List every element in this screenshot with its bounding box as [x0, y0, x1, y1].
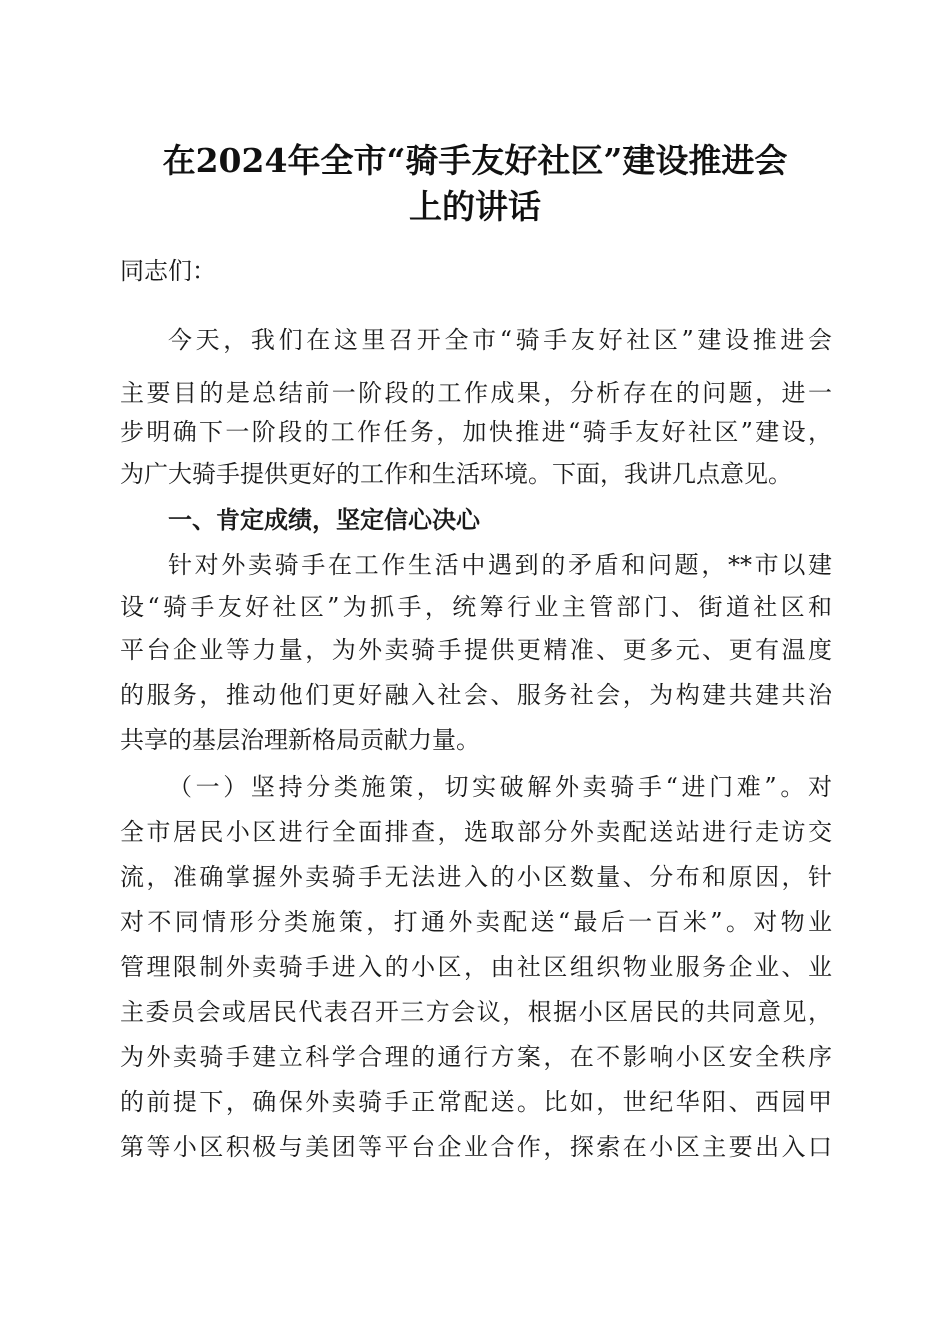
paragraph-line: 平台企业等力量，为外卖骑手提供更精准、更多元、更有温度: [120, 636, 832, 664]
paragraph-line: 流，准确掌握外卖骑手无法进入的小区数量、分布和原因，针: [120, 863, 832, 891]
paragraph-line: 为广大骑手提供更好的工作和生活环境。下面，我讲几点意见。: [120, 460, 792, 488]
document-title-line-2: 上的讲话: [409, 187, 541, 226]
paragraph-line: 为外卖骑手建立科学合理的通行方案，在不影响小区安全秩序: [120, 1043, 832, 1071]
document-title-line-1: 在2024年全市“骑手友好社区”建设推进会: [162, 141, 788, 180]
paragraph-line: 对不同情形分类施策，打通外卖配送“最后一百米”。对物业: [120, 908, 832, 936]
paragraph-line: 主委员会或居民代表召开三方会议，根据小区居民的共同意见，: [120, 998, 832, 1026]
paragraph-line: 第等小区积极与美团等平台企业合作，探索在小区主要出入口: [120, 1133, 832, 1161]
paragraph-line: 主要目的是总结前一阶段的工作成果，分析存在的问题，进一: [120, 379, 832, 407]
paragraph-line: 共享的基层治理新格局贡献力量。: [120, 726, 480, 754]
paragraph-line: 管理限制外卖骑手进入的小区，由社区组织物业服务企业、业: [120, 953, 832, 981]
salutation: 同志们：: [120, 257, 216, 285]
paragraph-line: 全市居民小区进行全面排查，选取部分外卖配送站进行走访交: [120, 818, 832, 846]
paragraph-line: 的服务，推动他们更好融入社会、服务社会，为构建共建共治: [120, 681, 832, 709]
section-heading: 一、肯定成绩，坚定信心决心: [168, 505, 480, 534]
paragraph-line: （一）坚持分类施策，切实破解外卖骑手“进门难”。对: [168, 773, 832, 801]
paragraph-line: 针对外卖骑手在工作生活中遇到的矛盾和问题，**市以建: [168, 551, 832, 579]
paragraph-line: 步明确下一阶段的工作任务，加快推进“骑手友好社区”建设，: [120, 418, 832, 446]
paragraph-line: 今天，我们在这里召开全市“骑手友好社区”建设推进会: [168, 326, 832, 354]
paragraph-line: 的前提下，确保外卖骑手正常配送。比如，世纪华阳、西园甲: [120, 1088, 832, 1116]
paragraph-line: 设“骑手友好社区”为抓手，统筹行业主管部门、街道社区和: [120, 593, 832, 621]
